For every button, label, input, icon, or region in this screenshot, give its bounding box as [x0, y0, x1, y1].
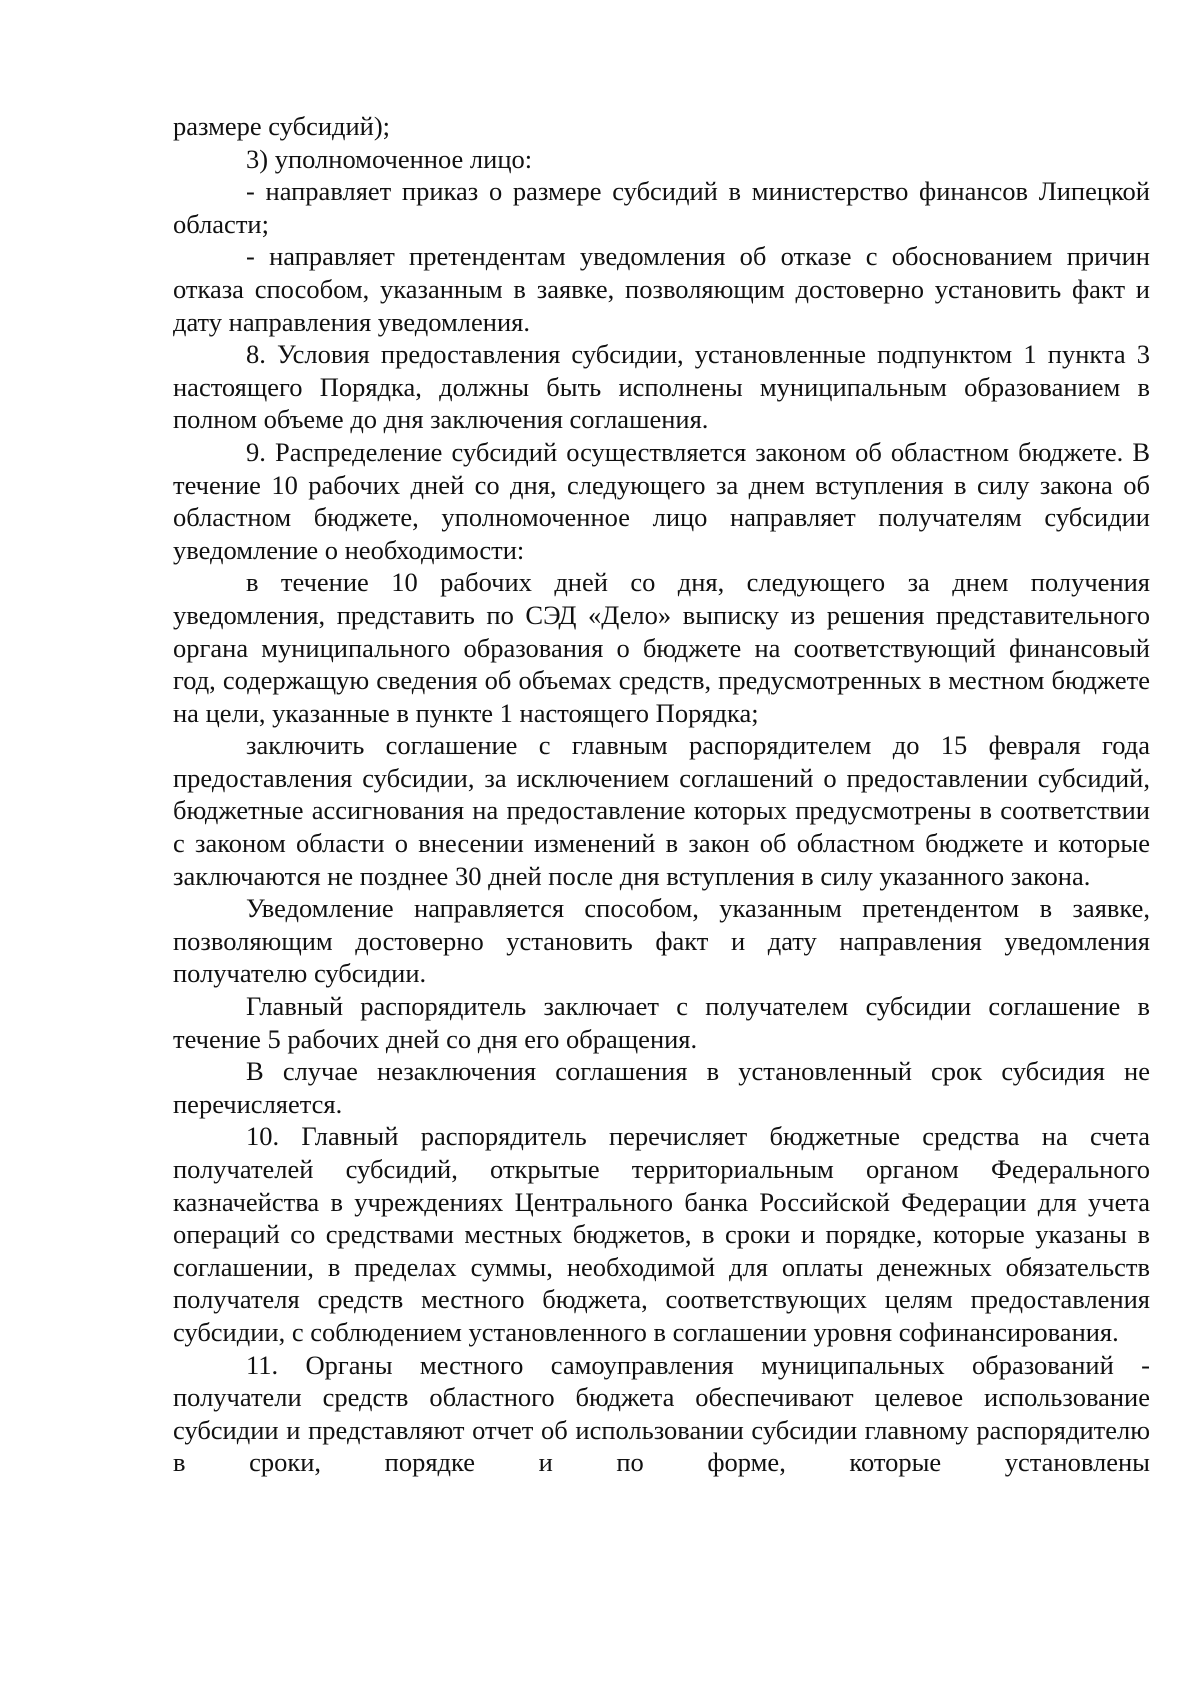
- paragraph-section-11: 11. Органы местного самоуправления муниципальных образований - получатели средств областного бюджета обеспечивают целевое использование субсидии и представляют отчет об использовании субсидии главному распорядителю в сроки, порядке и по форме, которые установлены: [173, 1349, 1150, 1478]
- paragraph-section-9: 9. Распределение субсидий осуществляется законом об областном бюджете. В течение 10 рабочих дней со дня, следующего за днем вступления в силу закона об областном бюджете, уполномоченное лицо направляет получателям субсидии уведомление о необходимости:: [173, 436, 1150, 565]
- paragraph-continuation: размере субсидий);: [173, 111, 391, 141]
- paragraph-section-10: 10. Главный распорядитель перечисляет бюджетные средства на счета получателей субсидий, открытые территориальным органом Федерального казначейства в учреждениях Центрального банка Российской Федерации для учета операций со средствами местных бюджетов, в сроки и порядке, которые указаны в соглашении, в пределах суммы, необходимой для оплаты денежных обязательств получателя средств местного бюджета, соответствующих целям предоставления субсидии, с соблюдением установленного в соглашении уровня софинансирования.: [173, 1121, 1150, 1347]
- paragraph-item-3: 3) уполномоченное лицо:: [246, 143, 533, 174]
- paragraph-notification: Уведомление направляется способом, указанным претендентом в заявке, позволяющим достоверно установить факт и дату направления уведомления получателю субсидии.: [173, 893, 1150, 989]
- paragraph-bullet-notice: - направляет претендентам уведомления об отказе с обоснованием причин отказа способом, указанным в заявке, позволяющим достоверно установить факт и дату направления уведомления.: [173, 241, 1150, 337]
- paragraph-agreement: заключить соглашение с главным распорядителем до 15 февраля года предоставления субсидии, за исключением соглашений о предоставлении субсидий, бюджетные ассигнования на предоставление которых предусмотрены в соответствии с законом области о внесении изменений в закон об областном бюджете и которые заключаются не позднее 30 дней после дня вступления в силу указанного закона.: [173, 730, 1150, 891]
- paragraph-no-agreement: В случае незаключения соглашения в установленный срок субсидия не перечисляется.: [173, 1056, 1150, 1119]
- paragraph-bullet-order: - направляет приказ о размере субсидий в министерство финансов Липецкой области;: [173, 176, 1150, 239]
- document-page: [173, 110, 1150, 1479]
- paragraph-section-8: 8. Условия предоставления субсидии, установленные подпунктом 1 пункта 3 настоящего Порядка, должны быть исполнены муниципальным образованием в полном объеме до дня заключения соглашения.: [173, 339, 1150, 435]
- paragraph-main-manager: Главный распорядитель заключает с получателем субсидии соглашение в течение 5 рабочих дней со дня его обращения.: [173, 991, 1150, 1054]
- paragraph-extract: в течение 10 рабочих дней со дня, следующего за днем получения уведомления, представить по СЭД «Дело» выписку из решения представительного органа муниципального образования о бюджете на соответствующий финансовый год, содержащую сведения об объемах средств, предусмотренных в местном бюджете на цели, указанные в пункте 1 настоящего Порядка;: [173, 567, 1150, 728]
